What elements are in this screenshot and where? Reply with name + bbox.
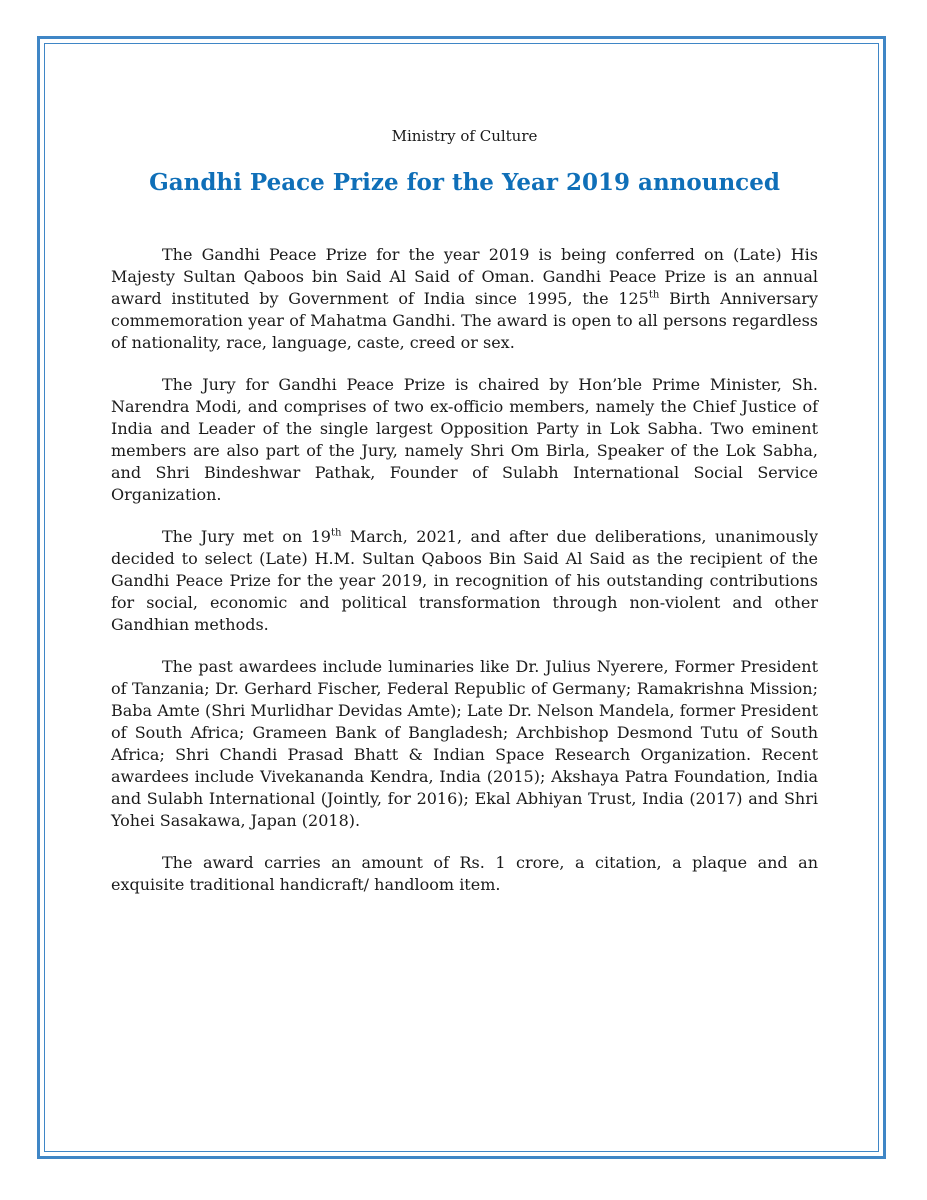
paragraph-announcement [111,244,818,354]
paragraph-past-awardees: The past awardees include luminaries like Dr. Julius Nyerere, Former President of Tanzania; Dr. Gerhard Fischer, Federal Republic of Germany; Ramakrishna Mission; Baba Amte (Shri Murlidhar Devidas Amte); Late Dr. Nelson Mandela, former President of South Africa; Grameen Bank of Bangladesh; Archbishop Desmond Tutu of South Africa; Shri Chandi Prasad Bhatt & Indian Space Research Organization. Recent awardees include Vivekananda Kendra, India (2015); Akshaya Patra Foundation, India and Sulabh International (Jointly, for 2016); Ekal Abhiyan Trust, India (2017) and Shri Yohei Sasakawa, Japan (2018). [111,657,818,830]
ordinal-suffix: th [648,289,660,301]
paragraph-text: Birth Anniversary commemoration year of Mahatma Gandhi. The award is open to all persons regardless of nationality, race, language, caste, creed or sex. [111,289,818,352]
paragraph-award-details: The award carries an amount of Rs. 1 crore, a citation, a plaque and an exquisite traditional handicraft/ handloom item. [111,853,818,894]
page-title: Gandhi Peace Prize for the Year 2019 announced [149,169,780,196]
document-body [111,126,818,896]
paragraph-text: The Jury met on 19 [162,527,331,546]
ordinal-suffix: th [330,527,342,539]
paragraph-text: March, 2021, and after due deliberations, unanimously decided to select (Late) H.M. Sultan Qaboos Bin Said Al Said as the recipient of the Gandhi Peace Prize for the year 2019, in recognition of his outstanding contributions for social, economic and political transformation through non-violent and other Gandhian methods. [111,527,819,634]
ministry-name: Ministry of Culture [391,127,538,145]
paragraph-text: The Gandhi Peace Prize for the year 2019 is being conferred on (Late) His Majesty Sultan Qaboos bin Said Al Said of Oman. Gandhi Peace Prize is an annual award instituted by Government of India since 1995, the 125 [111,245,818,308]
paragraph-jury: The Jury for Gandhi Peace Prize is chaired by Hon’ble Prime Minister, Sh. Narendra Modi, and comprises of two ex-officio members, namely the Chief Justice of India and Leader of the single largest Opposition Party in Lok Sabha. Two eminent members are also part of the Jury, namely Shri Om Birla, Speaker of the Lok Sabha, and Shri Bindeshwar Pathak, Founder of Sulabh International Social Service Organization. [111,375,818,504]
paragraph-decision [111,526,818,636]
